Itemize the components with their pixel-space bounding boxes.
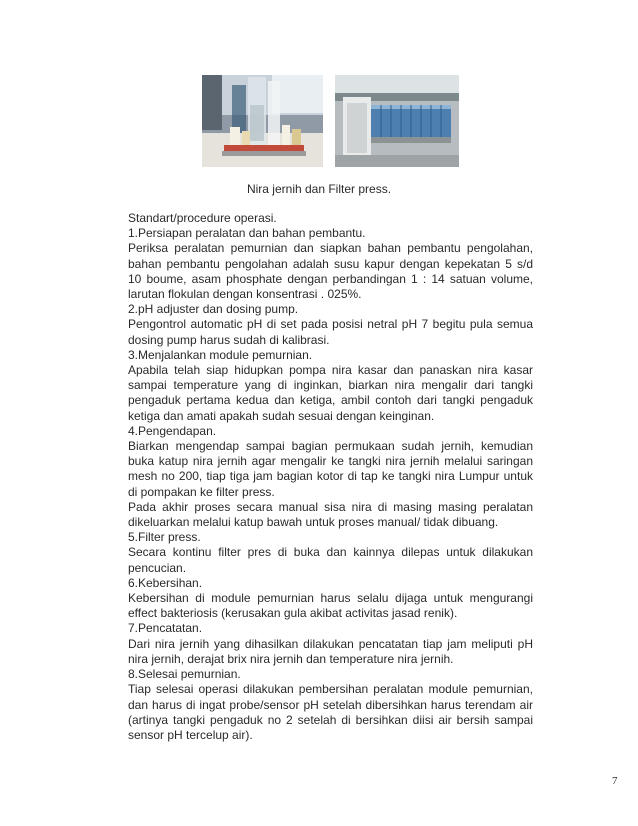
paragraph: Periksa peralatan pemurnian dan siapkan bahan pembantu pengolahan, bahan pembantu pengolahan adalah susu kapur dengan kepekatan 5 s/d 10 boume, asam phosphate dengan perbandingan 1 : 14 satuan volume, larutan flokulan dengan konsentrasi . 025%.: [128, 241, 533, 302]
paragraph: Tiap selesai operasi dilakukan pembersihan peralatan module pemurnian, dan harus di ingat probe/sensor pH setelah dibersihkan harus terendam air (artinya tangki pengaduk no 2 setelah di bersihkan diisi air bersih sampai sensor pH tercelup air).: [128, 682, 533, 742]
photo-filter-press: [335, 75, 459, 167]
paragraph: Pengontrol automatic pH di set pada posisi netral pH 7 begitu pula semua dosing pump harus sudah di kalibrasi.: [128, 317, 533, 347]
step-heading: 8.Selesai pemurnian.: [128, 667, 241, 682]
paragraph: Apabila telah siap hidupkan pompa nira kasar dan panaskan nira kasar sampai temperature yang di inginkan, biarkan nira mengalir dari tangki pengaduk pertama kedua dan ketiga, ambil contoh dari tangki pengaduk ketiga dan amati apakah sudah sesuai dengan keinginan.: [128, 363, 533, 423]
step-heading: 1.Persiapan peralatan dan bahan pembantu.: [128, 226, 366, 241]
paragraph: Kebersihan di module pemurnian harus selalu dijaga untuk mengurangi effect bakteriosis (kerusakan gula akibat activitas jasad renik).: [128, 591, 533, 621]
photo-clear-juice-tanks: [202, 75, 323, 167]
step-heading: 3.Menjalankan module pemurnian.: [128, 347, 313, 362]
paragraph: Pada akhir proses secara manual sisa nira di masing masing peralatan dikeluarkan melalui katup bawah untuk proses manual/ tidak dibuang.: [128, 499, 533, 530]
section-title: Standart/procedure operasi.: [128, 211, 277, 225]
figure-caption: Nira jernih dan Filter press.: [246, 182, 392, 196]
paragraph: Dari nira jernih yang dihasilkan dilakukan pencatatan tiap jam meliputi pH nira jernih, derajat brix nira jernih dan temperature nira jernih.: [128, 636, 533, 666]
paragraph: Biarkan mengendap sampai bagian permukaan sudah jernih, kemudian buka katup nira jernih agar mengalir ke tangki nira jernih melalui saringan mesh no 200, tiap tiga jam bagian kotor di tap ke tangki nira Lumpur untuk di pompakan ke filter press.: [128, 439, 533, 499]
step-heading: 4.Pengendapan.: [128, 423, 217, 438]
step-heading: 6.Kebersihan.: [128, 575, 203, 590]
paragraph: Secara kontinu filter pres di buka dan kainnya dilepas untuk dilakukan pencucian.: [128, 545, 533, 575]
step-heading: 2.pH adjuster dan dosing pump.: [128, 302, 299, 317]
step-heading: 5.Filter press.: [128, 530, 201, 545]
body-text: [128, 211, 533, 743]
step-heading: 7.Pencatatan.: [128, 621, 203, 636]
page-number: 7: [612, 775, 618, 787]
